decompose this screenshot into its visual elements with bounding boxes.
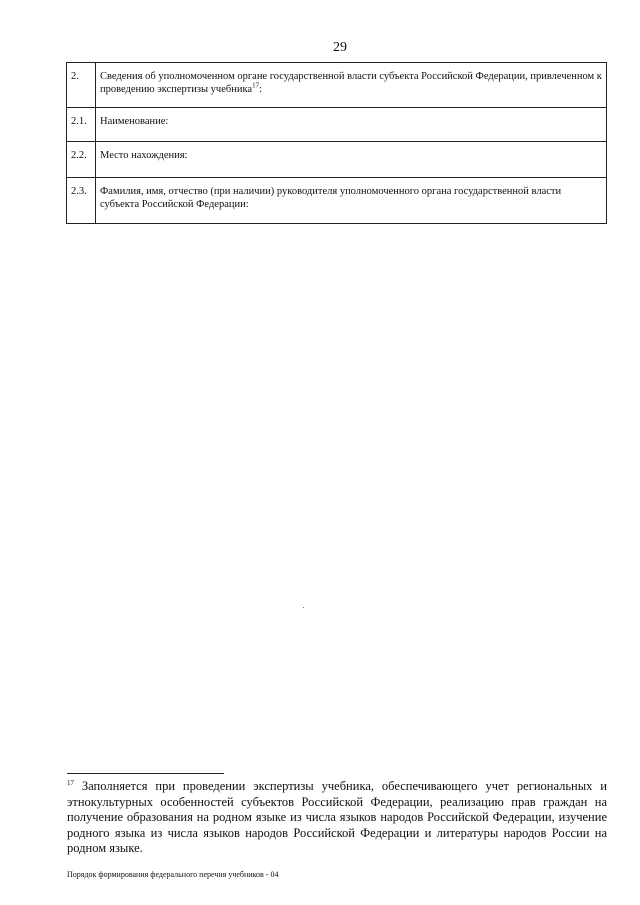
footnote-separator [67, 773, 224, 774]
row-text: Фамилия, имя, отчество (при наличии) руководителя уполномоченного органа государственной власти субъекта Российской Федерации: [96, 178, 607, 224]
footnote [67, 779, 607, 857]
footnote-reference: 17 [252, 81, 260, 90]
table-row [67, 178, 607, 224]
row-number: 2.2. [67, 142, 96, 178]
row-text: Место нахождения: [96, 142, 607, 178]
table-row [67, 142, 607, 178]
form-table [66, 62, 607, 224]
footnote-marker: 17 [67, 778, 74, 787]
row-number: 2.3. [67, 178, 96, 224]
footnote-text: Заполняется при проведении экспертизы учебника, обеспечивающего учет региональных и этнокультурных особенностей субъектов Российской Федерации, реализацию прав граждан на получение образования на родном языке из числа языков народов Российской Федерации, изучение родного языка из числа языков народов Российской Федерации и литературы народов России на родном языке. [67, 779, 607, 855]
row-number: 2.1. [67, 108, 96, 142]
table-row [67, 108, 607, 142]
page-number: 29 [333, 40, 347, 55]
row-text-suffix: : [259, 84, 262, 95]
table-row [67, 63, 607, 108]
scan-speck [303, 607, 304, 608]
row-text: Сведения об уполномоченном органе государственной власти субъекта Российской Федерации, привлеченном к проведению экспертизы учебника [100, 71, 602, 95]
row-text-cell [96, 63, 607, 108]
row-number: 2. [67, 63, 96, 108]
row-text: Наименование: [96, 108, 607, 142]
page-footer: Порядок формирования федерального перечня учебников - 04 [67, 870, 279, 879]
